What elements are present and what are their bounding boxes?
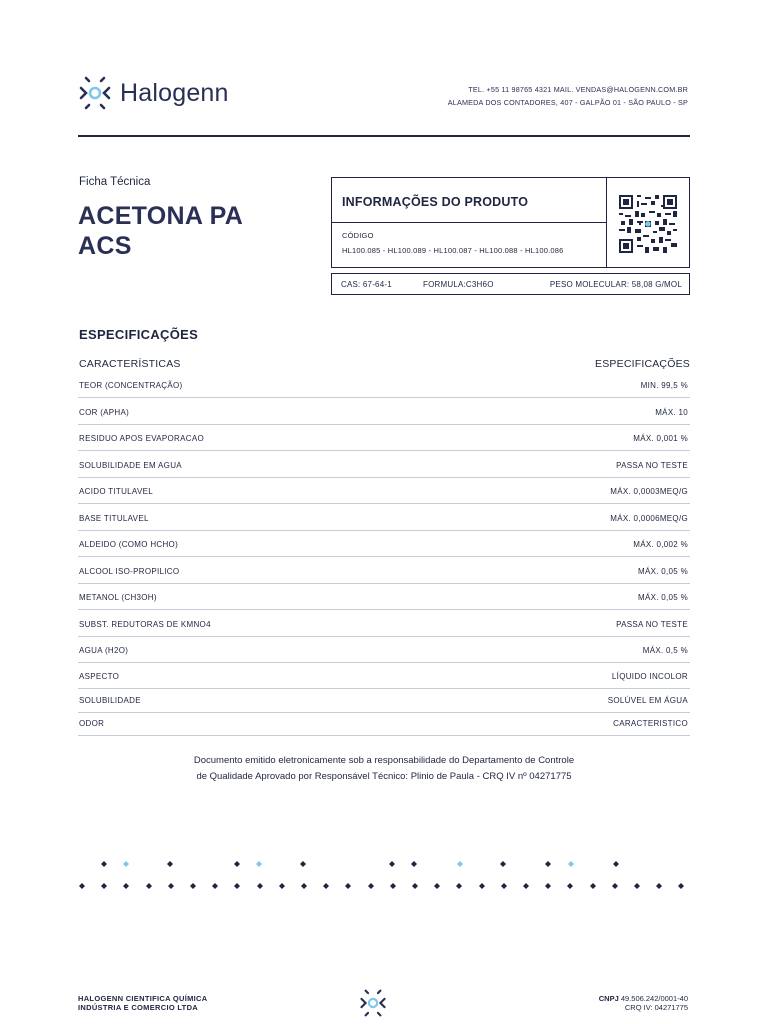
spec-value: MÁX. 0,0006MEQ/G (610, 514, 688, 523)
header-divider (78, 135, 690, 137)
cnpj-value: 49.506.242/0001-40 (620, 994, 688, 1003)
company-registry (599, 994, 688, 1012)
decorative-diamond (656, 883, 662, 889)
cnpj-line (599, 994, 688, 1003)
decorative-diamond (567, 883, 573, 889)
spec-row (78, 478, 690, 504)
spec-value: LÍQUIDO INCOLOR (611, 672, 688, 681)
crq-line: CRQ IV: 04271775 (624, 1003, 688, 1012)
decorative-diamond (434, 883, 440, 889)
decorative-diamond (634, 883, 640, 889)
spec-value: MIN. 99,5 % (640, 381, 688, 390)
spec-value: MÁX. 0,002 % (633, 540, 688, 549)
decorative-diamond (279, 883, 285, 889)
spec-value: MÁX. 0,05 % (638, 567, 688, 576)
company-name-line1: HALOGENN CIENTIFICA QUÍMICA (78, 994, 208, 1003)
spec-row (78, 451, 690, 478)
decorative-diamond (389, 861, 395, 867)
product-info-divider (332, 222, 606, 223)
decorative-diamond (167, 861, 173, 867)
molecular-weight: PESO MOLECULAR: 58,08 G/MOL (549, 280, 682, 289)
decorative-diamond (323, 883, 329, 889)
spec-characteristic: SOLUBILIDADE EM AGUA (79, 461, 182, 470)
spec-characteristic: COR (APHA) (79, 408, 130, 417)
product-info-title: INFORMAÇÕES DO PRODUTO (342, 195, 529, 209)
decorative-diamond (613, 861, 619, 867)
decorative-diamond (257, 883, 263, 889)
decorative-diamond (123, 883, 129, 889)
spec-row (78, 531, 690, 557)
spec-characteristic: ALDEIDO (COMO HCHO) (79, 540, 179, 549)
decorative-diamond (190, 883, 196, 889)
spec-characteristic: ODOR (79, 719, 105, 728)
spec-row (78, 504, 690, 531)
responsibility-note (0, 753, 768, 785)
product-info-box (331, 177, 690, 268)
spec-value: CARACTERISTICO (613, 719, 688, 728)
document-kind: Ficha Técnica (79, 176, 151, 188)
spec-value: PASSA NO TESTE (616, 461, 688, 470)
spec-value: MÁX. 0,05 % (638, 593, 688, 602)
product-properties-box (331, 273, 690, 295)
contact-address: ALAMEDA DOS CONTADORES, 407 - GALPÃO 01 - SÃO PAULO - SP (447, 98, 688, 107)
cnpj-label: CNPJ (598, 994, 619, 1003)
spec-characteristic: METANOL (CH3OH) (79, 593, 157, 602)
specifications-table (78, 372, 690, 736)
decorative-diamond (523, 883, 529, 889)
decorative-diamond (612, 883, 618, 889)
halogenn-logo-icon (78, 76, 112, 110)
decorative-diamond (500, 861, 506, 867)
spec-row (78, 689, 690, 713)
spec-row (78, 713, 690, 736)
decorative-diamond (101, 861, 107, 867)
spec-row (78, 584, 690, 610)
decorative-diamond-pattern (0, 850, 768, 900)
decorative-diamond (234, 883, 240, 889)
decorative-diamond (168, 883, 174, 889)
company-name-line2: INDÚSTRIA E COMERCIO LTDA (78, 1003, 198, 1012)
halogenn-logo (78, 76, 229, 110)
decorative-diamond (101, 883, 107, 889)
footer-logo-icon (359, 989, 387, 1017)
brand-name: Halogenn (120, 78, 229, 107)
product-name (78, 201, 318, 261)
decorative-diamond (234, 861, 240, 867)
product-name-line1: ACETONA PA (78, 202, 244, 230)
specifications-section-title: ESPECIFICAÇÕES (79, 327, 199, 342)
decorative-diamond (256, 861, 262, 867)
decorative-diamond (568, 861, 574, 867)
decorative-diamond (411, 861, 417, 867)
decorative-diamond (345, 883, 351, 889)
responsibility-note-line2: de Qualidade Aprovado por Responsável Técnico: Plinio de Paula - CRQ IV nº 04271775 (196, 771, 572, 782)
spec-characteristic: ALCOOL ISO-PROPILICO (79, 567, 180, 576)
decorative-diamond (301, 883, 307, 889)
decorative-diamond (212, 883, 218, 889)
decorative-diamond (456, 883, 462, 889)
decorative-diamond (590, 883, 596, 889)
spec-characteristic: SUBST. REDUTORAS DE KMNO4 (79, 620, 211, 629)
contact-info (448, 83, 688, 109)
cas-number: CAS: 67-64-1 (341, 280, 392, 289)
spec-value: MÁX. 0,5 % (642, 646, 688, 655)
chemical-formula: FORMULA:C3H6O (423, 280, 494, 289)
decorative-diamond (300, 861, 306, 867)
decorative-diamond (457, 861, 463, 867)
spec-row (78, 557, 690, 584)
spec-value: MÁX. 0,0003MEQ/G (610, 487, 688, 496)
spec-value: MÁX. 10 (655, 408, 688, 417)
spec-value: PASSA NO TESTE (616, 620, 688, 629)
spec-characteristic: TEOR (CONCENTRAÇÃO) (79, 381, 183, 390)
qr-code-icon (619, 195, 677, 253)
spec-value: SOLÚVEL EM ÁGUA (607, 696, 688, 705)
code-label: CÓDIGO (342, 231, 374, 240)
company-name (78, 994, 207, 1012)
spec-characteristic: SOLUBILIDADE (79, 696, 141, 705)
decorative-diamond (390, 883, 396, 889)
contact-phone-mail: TEL. +55 11 98765 4321 MAIL. VENDAS@HALOGENN.COM.BR (468, 85, 688, 94)
decorative-diamond (545, 883, 551, 889)
spec-characteristic: AGUA (H2O) (79, 646, 129, 655)
spec-row (78, 398, 690, 425)
decorative-diamond (412, 883, 418, 889)
decorative-diamond (479, 883, 485, 889)
characteristics-column-header: CARACTERÍSTICAS (79, 358, 181, 370)
spec-row (78, 610, 690, 637)
spec-characteristic: RESIDUO APOS EVAPORACAO (79, 434, 205, 443)
responsibility-note-line1: Documento emitido eletronicamente sob a responsabilidade do Departamento de Controle (193, 755, 575, 766)
spec-row (78, 372, 690, 398)
spec-characteristic: BASE TITULAVEL (79, 514, 149, 523)
decorative-diamond (678, 883, 684, 889)
decorative-diamond (545, 861, 551, 867)
specifications-column-header: ESPECIFICAÇÕES (595, 358, 690, 370)
spec-value: MÁX. 0,001 % (633, 434, 688, 443)
decorative-diamond (146, 883, 152, 889)
product-name-line2: ACS (78, 232, 132, 260)
decorative-diamond (123, 861, 129, 867)
decorative-diamond (368, 883, 374, 889)
decorative-diamond (79, 883, 85, 889)
qr-column-divider (606, 178, 607, 267)
spec-row (78, 425, 690, 451)
spec-characteristic: ASPECTO (79, 672, 120, 681)
spec-row (78, 663, 690, 689)
spec-characteristic: ACIDO TITULAVEL (79, 487, 153, 496)
spec-row (78, 637, 690, 663)
product-codes: HL100.085 - HL100.089 - HL100.087 - HL100.088 - HL100.086 (342, 246, 564, 255)
decorative-diamond (501, 883, 507, 889)
